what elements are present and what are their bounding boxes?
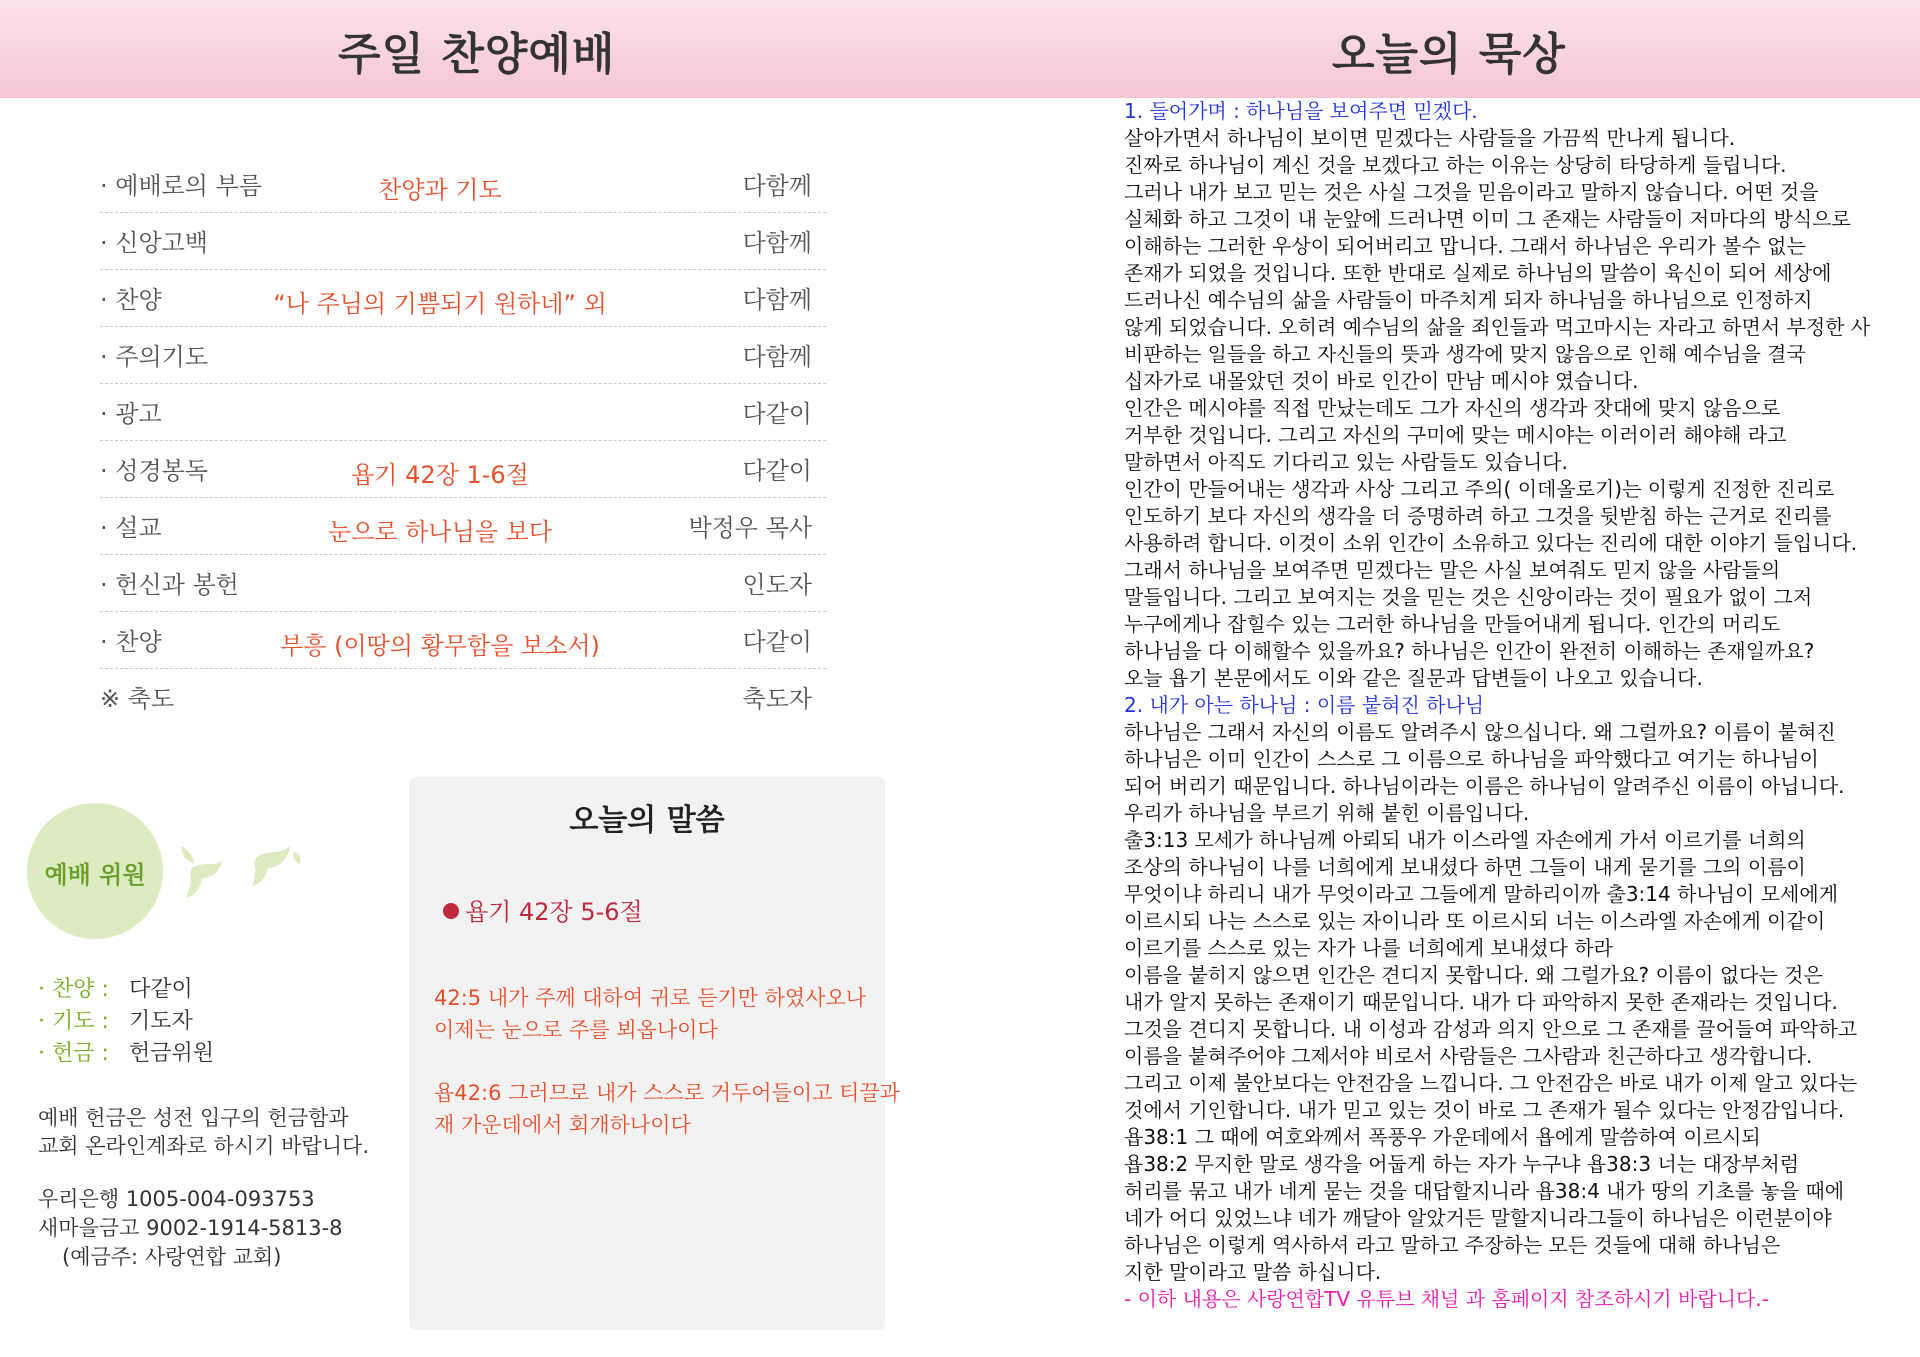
scripture-reference: [443, 892, 643, 927]
meditation-line: 욥38:2 무지한 말로 생각을 어둡게 하는 자가 누구냐 욥38:3 너는 대장부처럼: [1124, 1152, 1800, 1176]
order-leader: 다함께: [742, 229, 812, 257]
meditation-line: 하나님은 이미 인간이 스스로 그 이름으로 하나님을 파악했다고 여기는 하나님이: [1124, 747, 1819, 771]
order-leader: 박정우 목사: [688, 514, 812, 542]
order-item: · 주의기도: [100, 343, 208, 371]
meditation-text: [1124, 98, 1920, 1313]
order-detail: 부흥 (이땅의 황무함을 보소서): [280, 632, 600, 660]
order-of-worship: [100, 156, 826, 725]
verse-line: 42:5 내가 주께 대하여 귀로 듣기만 하였사오나: [434, 986, 867, 1010]
verse: [434, 1077, 900, 1141]
order-item: · 성경봉독: [100, 457, 208, 485]
header-band: [0, 0, 1920, 98]
account-holder: (예금주: 사랑연합 교회): [62, 1245, 282, 1269]
meditation-line: 인간은 메시야를 직접 만났는데도 그가 자신의 생각과 잣대에 맞지 않음으로: [1124, 396, 1781, 420]
meditation-footer: - 이하 내용은 사랑연합TV 유튜브 채널 과 홈페이지 참조하시기 바랍니다.-: [1124, 1287, 1769, 1311]
doves-icon: [172, 838, 322, 928]
order-item: · 예배로의 부름: [100, 172, 262, 200]
order-row: [100, 384, 826, 441]
meditation-line: 오늘 욥기 본문에서도 이와 같은 질문과 답변들이 나오고 있습니다.: [1124, 666, 1703, 690]
meditation-line: 네가 어디 있었느냐 네가 깨달아 알았거든 말할지니라그들이 하나님은 이런분이야: [1124, 1206, 1832, 1230]
bank-account: 새마을금고 9002-1914-5813-8: [38, 1216, 343, 1240]
order-leader: 다같이: [742, 628, 812, 656]
staff-row: [38, 1004, 214, 1036]
meditation-line: 그것을 견디지 못합니다. 내 이성과 감성과 의지 안으로 그 존재를 끌어들여 파악하고: [1124, 1017, 1858, 1041]
meditation-line: 말들입니다. 그리고 보여지는 것을 믿는 것은 신앙이라는 것이 필요가 없이 그저: [1124, 585, 1813, 609]
verse-line: 재 가운데에서 회개하나이다: [434, 1113, 691, 1137]
meditation-line: 존재가 되었을 것입니다. 또한 반대로 실제로 하나님의 말씀이 육신이 되어 세상에: [1124, 261, 1832, 285]
order-row: [100, 213, 826, 270]
order-row: [100, 327, 826, 384]
staff-list: [38, 972, 214, 1068]
meditation-title: 오늘의 묵상: [1332, 29, 1566, 80]
bank-accounts: [38, 1185, 343, 1272]
order-row: [100, 669, 826, 725]
meditation-line: 무엇이냐 하리니 내가 무엇이라고 그들에게 말하리이까 출3:14 하나님이 모세에게: [1124, 882, 1839, 906]
meditation-line: 이해하는 그러한 우상이 되어버리고 맙니다. 그래서 하나님은 우리가 볼수 없는: [1124, 234, 1806, 258]
meditation-line: 지한 말이라고 말씀 하십니다.: [1124, 1260, 1382, 1284]
order-item: · 헌신과 봉헌: [100, 571, 239, 599]
meditation-line: 인간이 만들어내는 생각과 사상 그리고 주의( 이데올로기)는 이렇게 진정한 진리로: [1124, 477, 1835, 501]
offering-line: 교회 온라인계좌로 하시기 바랍니다.: [38, 1134, 369, 1158]
meditation-line: 비판하는 일들을 하고 자신들의 뜻과 생각에 맞지 않음으로 인해 예수님을 결국: [1124, 342, 1806, 366]
order-detail: 찬양과 기도: [378, 176, 502, 204]
offering-notice: [38, 1104, 369, 1160]
order-item: · 광고: [100, 400, 162, 428]
meditation-line: 살아가면서 하나님이 보이면 믿겠다는 사람들을 가끔씩 만나게 됩니다.: [1124, 126, 1736, 150]
order-row: [100, 441, 826, 498]
todays-word-title: 오늘의 말씀: [569, 803, 725, 838]
meditation-line: 그래서 하나님을 보여주면 믿겠다는 말은 사실 보여줘도 믿지 않을 사람들의: [1124, 558, 1781, 582]
meditation-line: 실체화 하고 그것이 내 눈앞에 드러나면 이미 그 존재는 사람들이 저마다의 방식으로: [1124, 207, 1851, 231]
offering-line: 예배 헌금은 성전 입구의 헌금함과: [38, 1106, 349, 1130]
staff-name: 기도자: [129, 1009, 193, 1034]
meditation-line: 출3:13 모세가 하나님께 아뢰되 내가 이스라엘 자손에게 가서 이르기를 너희의: [1124, 828, 1806, 852]
meditation-line: 하나님은 이렇게 역사하셔 라고 말하고 주장하는 모든 것들에 대해 하나님은: [1124, 1233, 1781, 1257]
meditation-heading: 1. 들어가며 : 하나님을 보여주면 믿겠다.: [1124, 99, 1478, 123]
order-item: · 신앙고백: [100, 229, 208, 257]
meditation-line: 우리가 하나님을 부르기 위해 붙힌 이름입니다.: [1124, 801, 1530, 825]
meditation-line: 하나님은 그래서 자신의 이름도 알려주시 않으십니다. 왜 그럴까요? 이름이 붙혀진: [1124, 720, 1836, 744]
meditation-line: 그러나 내가 보고 믿는 것은 사실 그것을 믿음이라고 말하지 않습니다. 어떤 것을: [1124, 180, 1819, 204]
meditation-line: 그리고 이제 불안보다는 안전감을 느낍니다. 그 안전감은 바로 내가 이제 알고 있다는: [1124, 1071, 1858, 1095]
order-leader: 축도자: [742, 685, 812, 713]
worship-title: 주일 찬양예배: [338, 29, 616, 80]
meditation-line: 누구에게나 잡힐수 있는 그러한 하나님을 만들어내게 됩니다. 인간의 머리도: [1124, 612, 1781, 636]
meditation-line: 않게 되었습니다. 오히려 예수님의 삶을 죄인들과 먹고마시는 자라고 하면서 부정한 사: [1124, 315, 1871, 339]
meditation-line: 사용하려 합니다. 이것이 소위 인간이 소유하고 있다는 진리에 대한 이야기 들입니다.: [1124, 531, 1858, 555]
meditation-line: 조상의 하나님이 나를 너희에게 보내셨다 하면 그들이 내게 묻기를 그의 이름이: [1124, 855, 1806, 879]
scripture-reference-text: 욥기 42장 5-6절: [465, 898, 643, 926]
order-row: [100, 555, 826, 612]
meditation-line: 드러나신 예수님의 삶을 사람들이 마주치게 되자 하나님을 하나님으로 인정하지: [1124, 288, 1813, 312]
meditation-line: 되어 버리기 때문입니다. 하나님이라는 이름은 하나님이 알려주신 이름이 아닙니다.: [1124, 774, 1845, 798]
meditation-line: 십자가로 내몰았던 것이 바로 인간이 만남 메시야 였습니다.: [1124, 369, 1639, 393]
bank-account: 우리은행 1005-004-093753: [38, 1187, 315, 1211]
order-leader: 인도자: [742, 571, 812, 599]
order-row: [100, 156, 826, 213]
order-detail: 욥기 42장 1-6절: [351, 461, 529, 489]
meditation-line: 이름을 붙히지 않으면 인간은 견디지 못합니다. 왜 그럴가요? 이름이 없다는 것은: [1124, 963, 1823, 987]
order-leader: 다함께: [742, 343, 812, 371]
order-item: · 찬양: [100, 628, 162, 656]
verse-line: 이제는 눈으로 주를 뵈옵나이다: [434, 1018, 718, 1042]
order-leader: 다같이: [742, 400, 812, 428]
bullet-icon: [443, 903, 459, 919]
meditation-line: 인도하기 보다 자신의 생각을 더 증명하려 하고 그것을 뒷받침 하는 근거로 진리를: [1124, 504, 1832, 528]
order-item: · 설교: [100, 514, 162, 542]
staff-name: 헌금위원: [129, 1041, 215, 1066]
meditation-line: 이르기를 스스로 있는 자가 나를 너희에게 보내셨다 하라: [1124, 936, 1613, 960]
order-row: [100, 612, 826, 669]
staff-role: · 찬양 :: [38, 977, 109, 1002]
order-item: ※ 축도: [100, 685, 175, 713]
verse: [434, 982, 866, 1046]
staff-row: [38, 1036, 214, 1068]
todays-word-panel: [409, 777, 900, 1330]
meditation-line: 내가 알지 못하는 존재이기 때문입니다. 내가 다 파악하지 못한 존재라는 것입니다.: [1124, 990, 1838, 1014]
order-leader: 다함께: [742, 286, 812, 314]
staff-badge-label: 예배 위원: [44, 861, 146, 889]
order-leader: 다함께: [742, 172, 812, 200]
meditation-line: 진짜로 하나님이 계신 것을 보겠다고 하는 이유는 상당히 타당하게 들립니다.: [1124, 153, 1787, 177]
order-item: · 찬양: [100, 286, 162, 314]
meditation-line: 이름을 붙혀주어야 그제서야 비로서 사람들은 그사람과 친근하다고 생각합니다.: [1124, 1044, 1813, 1068]
staff-badge: [27, 803, 163, 939]
staff-role: · 기도 :: [38, 1009, 109, 1034]
staff-name: 다같이: [129, 977, 193, 1002]
staff-role: · 헌금 :: [38, 1041, 109, 1066]
order-row: [100, 498, 826, 555]
meditation-line: 이르시되 나는 스스로 있는 자이니라 또 이르시되 너는 이스라엘 자손에게 이같이: [1124, 909, 1826, 933]
staff-row: [38, 972, 214, 1004]
meditation-line: 하나님을 다 이해할수 있을까요? 하나님은 인간이 완전히 이해하는 존재일까요?: [1124, 639, 1815, 663]
meditation-line: 욥38:1 그 때에 여호와께서 폭풍우 가운데에서 욥에게 말씀하여 이르시되: [1124, 1125, 1761, 1149]
meditation-line: 것에서 기인합니다. 내가 믿고 있는 것이 바로 그 존재가 될수 있다는 안정감입니다.: [1124, 1098, 1845, 1122]
meditation-line: 허리를 묶고 내가 네게 묻는 것을 대답할지니라 욥38:4 내가 땅의 기초를 놓을 때에: [1124, 1179, 1845, 1203]
order-leader: 다같이: [742, 457, 812, 485]
order-detail: 눈으로 하나님을 보다: [328, 518, 552, 546]
meditation-line: 말하면서 아직도 기다리고 있는 사람들도 있습니다.: [1124, 450, 1568, 474]
order-detail: “나 주님의 기쁨되기 원하네” 외: [273, 290, 607, 318]
verse-line: 욥42:6 그러므로 내가 스스로 거두어들이고 티끌과: [434, 1081, 900, 1105]
meditation-heading: 2. 내가 아는 하나님 : 이름 붙혀진 하나님: [1124, 693, 1485, 717]
order-row: [100, 270, 826, 327]
meditation-line: 거부한 것입니다. 그리고 자신의 구미에 맞는 메시야는 이러이러 해야해 라고: [1124, 423, 1787, 447]
